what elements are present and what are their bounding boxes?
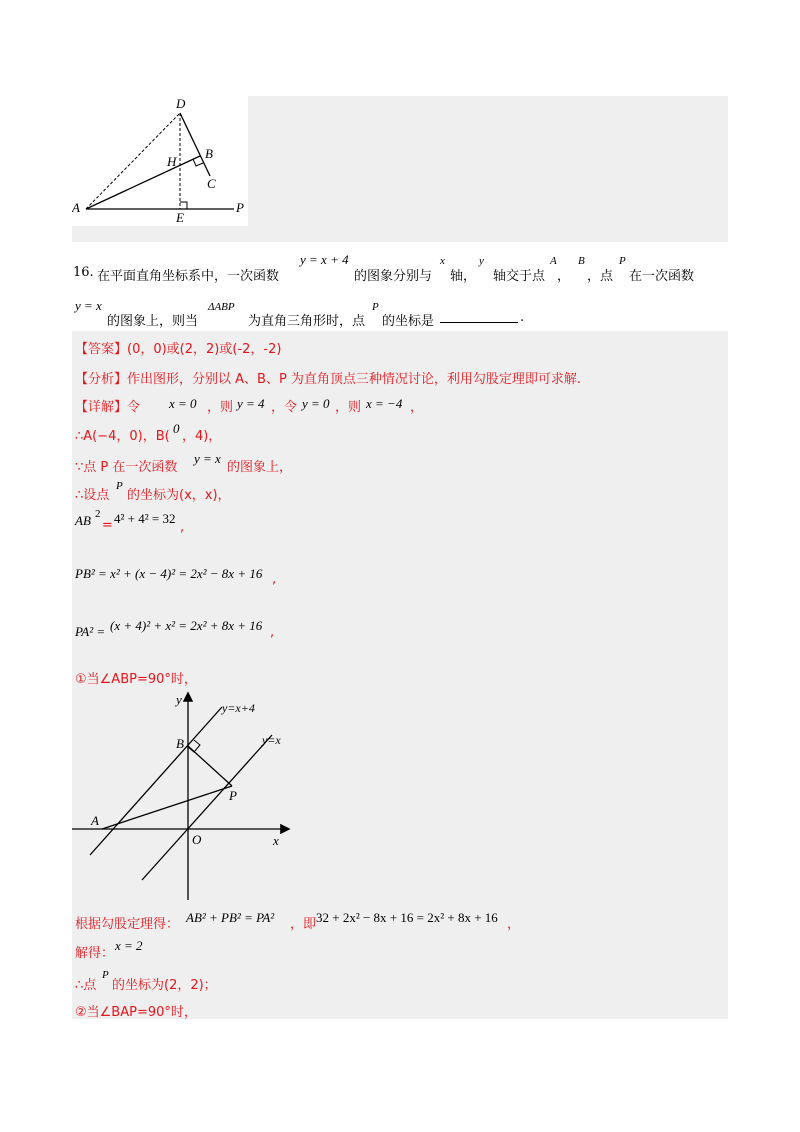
label-b: B [205,146,213,161]
figure2-coordinate-graph [72,690,302,902]
pb2-equation: PB² = x² + (x − 4)² = 2x² − 8x + 16 [75,566,263,581]
q-y-axis: y [479,255,484,267]
ab2-sup: 2 [95,508,101,520]
figure1-geometry [72,96,248,226]
q-part8: 为直角三角形时，点 [248,314,366,329]
pa2-rhs: (x + 4)² + x² = 2x² + 8x + 16 [110,618,263,633]
pb2-comma: , [272,572,277,587]
q-triangle: ΔABP [208,301,235,313]
label-origin: O [192,832,202,847]
detail-comma: ， [410,400,424,415]
pyth-eq1: AB² + PB² = PA² [186,910,275,925]
line-y-eq-x-plus-4 [90,707,222,855]
detail-y0: y = 0 [302,396,330,411]
figure1-panel [72,96,248,226]
q-part2: 的图象分别与 [354,269,433,284]
q-point-p: P [619,255,626,267]
res-p: P [102,969,109,981]
coords-line-b: ，4)， [182,429,222,444]
q-part7: 的图象上，则当 [107,314,199,329]
set-p: P [116,480,123,492]
q-part1: 在平面直角坐标系中，一次函数 [97,269,280,284]
q-point-b: B [578,255,585,267]
segment-ap [102,786,232,829]
pyth-a: 根据勾股定理得： [75,917,180,932]
set-b: 的坐标为(x，x)， [127,488,231,503]
pa2-lhs: PA² = [75,624,106,639]
label-y-axis: y [176,692,182,707]
answer-line: 【答案】(0，0)或(2，2)或(-2，-2) [75,342,282,357]
solve-eq: x = 2 [115,938,143,953]
detail-xm4: x = −4 [366,396,403,411]
solve-a: 解得： [75,946,115,961]
detail-then2: ，则 [335,400,362,415]
detail-x0: x = 0 [169,396,197,411]
analysis-line: 【分析】作出图形，分别以 A、B、P 为直角顶点三种情况讨论，利用勾股定理即可求解. [75,372,582,387]
because-func: y = x [194,451,221,466]
label-point-p: P [229,788,237,803]
q-part5: ，点 [587,269,614,284]
label-point-a: A [91,813,99,828]
because-a: ∵点 P 在一次函数 [75,460,178,475]
q-number: 16. [73,265,94,280]
pa2-comma: , [270,625,275,640]
detail-then1: ，则 [207,400,234,415]
coords-line-a: ∴A(−4，0)，B( [75,429,170,444]
label-h: H [167,154,177,169]
ab2-eq: = [102,518,113,533]
label-x-axis: x [273,833,279,848]
label-point-b: B [176,736,184,751]
pyth-comma: ， [507,917,521,932]
q-func1: y = x + 4 [300,252,349,267]
ab2-rhs: 4² + 4² = 32 [114,511,176,526]
q-part4: 轴交于点 [493,269,546,284]
res-b: 的坐标为(2，2)； [112,978,217,993]
ab2-comma: , [180,520,185,535]
answer-blank[interactable] [440,310,518,323]
label-c: C [207,176,216,191]
right-angle-marker [188,740,200,752]
ab2-lhs: AB [75,513,91,528]
pyth-eq2: 32 + 2x² − 8x + 16 = 2x² + 8x + 16 [316,910,498,925]
res-a: ∴点 [75,978,97,993]
q-point-a: A [550,255,557,267]
because-b: 的图象上， [227,460,293,475]
q-part3: 轴， [450,269,477,284]
q-part9: 的坐标是 [382,314,435,329]
label-line2: y=x [262,733,281,747]
q-point-p2: P [372,301,379,313]
set-a: ∴设点 [75,488,110,503]
case2-heading: ②当∠BAP=90°时， [75,1005,197,1020]
label-a: A [72,200,80,215]
q-func2: y = x [75,298,102,313]
label-p: P [236,200,244,215]
label-d: D [176,96,186,111]
q-comma1: ， [557,269,571,284]
label-e: E [176,210,184,225]
detail-y4: y = 4 [237,396,265,411]
detail-let2: ，令 [271,400,298,415]
pyth-mid: ，即 [290,917,317,932]
q-part6: 在一次函数 [629,269,695,284]
line-y-eq-x [142,735,272,880]
detail-label: 【详解】令 [75,400,141,415]
label-line1: y=x+4 [222,701,255,715]
coords-zero: 0 [173,421,180,436]
case1-heading: ①当∠ABP=90°时， [75,672,197,687]
q-x-axis: x [440,255,445,267]
q-period: . [520,310,525,325]
